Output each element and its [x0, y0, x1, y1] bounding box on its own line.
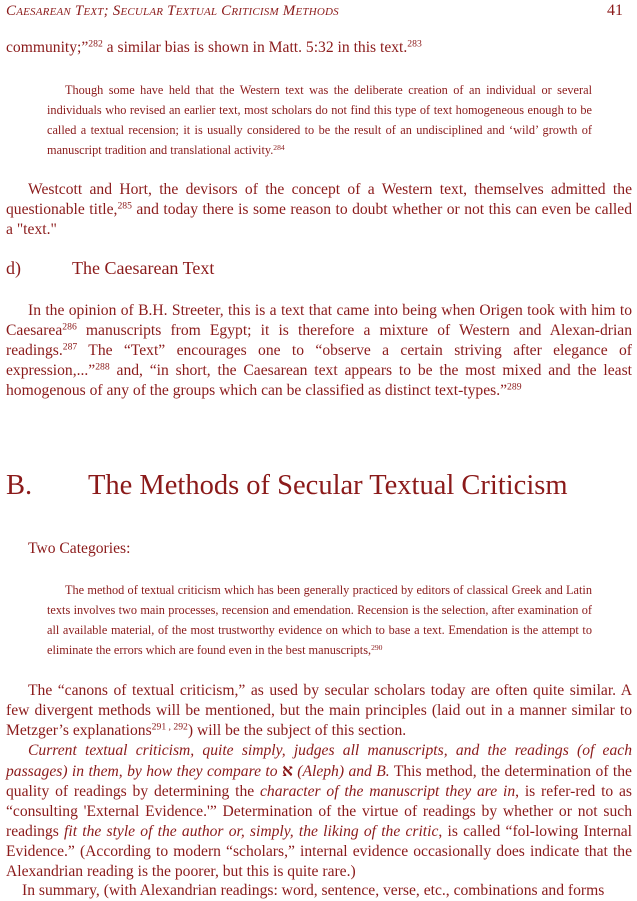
- footnote-ref[interactable]: 282: [88, 38, 103, 50]
- aleph-glyph: א: [281, 761, 293, 780]
- categories-heading: Two Categories:: [28, 540, 131, 557]
- paragraph-westcott-hort: Westcott and Hort, the devisors of the concept of a Western text, themselves admitted the questionable title,$^{285}$ and today there is some reason to doubt whether or not this can even be called a "text.": [6, 181, 632, 238]
- paragraph-community: community;”$^{282}$ a similar bias is shown in Matt. 5:32 in this text.$^{283}$: [6, 38, 422, 56]
- footnote-ref[interactable]: 288: [95, 361, 110, 373]
- footnote-ref[interactable]: 283: [407, 38, 422, 50]
- footnote-ref[interactable]: 284: [273, 142, 285, 152]
- footnote-ref[interactable]: 287: [62, 341, 78, 353]
- block-quote-western: Though some have held that the Western text was the deliberate creation of an individual or several individuals who revised an earlier text, most scholars do not find this type of text homogeneous enough to be called a textual recension; it is usually considered to be the result of an undisciplined and ‘wild’ growth of manuscript tradition and translational activity.$^{284}$: [47, 83, 592, 157]
- section-heading-b: B. The Methods of Secular Textual Criticism: [6, 470, 568, 501]
- paragraph-current-criticism: Current textual criticism, quite simply, judges all manuscripts, and the readings (of each passages) in them, by how they compare to א (Aleph) and B. This method, the determination of the quality of readings by determining the character of the manuscript they are in, is refer-red to as “consulting 'External Evidence.'” Determination of the virtue of readings by whether or not such readings fit the style of the author or, simply, the liking of the critic, is called “fol-lowing Internal Evidence.” (According to modern “scholars,” internal evidence occasionally does indicate that the Alexandrian reading is the poorer, but this is quite rare.): [6, 742, 632, 880]
- footnote-ref[interactable]: 291: [151, 721, 167, 733]
- footnote-ref[interactable]: 285: [117, 200, 132, 212]
- running-title: Caesarean Text; Secular Textual Criticism Methods: [6, 3, 339, 19]
- running-header: [6, 2, 623, 20]
- footnote-ref[interactable]: 289: [507, 381, 522, 393]
- paragraph-streeter: In the opinion of B.H. Streeter, this is a text that came into being when Origen took with him to Caesarea$^{286}$ manuscripts from Egypt; it is therefore a mixture of Western and Alexan-drian readings.$^{287}$ The “Text” encourages one to “observe a certain striving after elegance of expression,...”$^{288}$ and, “in short, the Caesarean text appears to be the most mixed and the least homogenous of any of the groups which can be classified as distinct text-types.”$^{289}$: [6, 302, 632, 399]
- page-number: 41: [607, 2, 623, 19]
- footnote-ref[interactable]: 286: [62, 321, 77, 333]
- block-quote-method: The method of textual criticism which has been generally practiced by editors of classical Greek and Latin texts involves two main processes, recension and emendation. Recension is the selection, after examination of all available material, of the most trustworthy evidence on which to base a text. Emendation is the attempt to eliminate the errors which are found even in the best manuscripts,$^{290}$: [47, 583, 592, 657]
- subheading-caesarean-text: d) The Caesarean Text: [6, 258, 215, 278]
- paragraph-canons: The “canons of textual criticism,” as used by secular scholars today are often quite similar. A few divergent methods will be mentioned, but the main principles (laid out in a manner similar to Metzger’s explanations$^{291}$ , $^{292}$) will be the subject of this section.: [6, 682, 632, 739]
- footnote-ref[interactable]: 292: [173, 721, 188, 733]
- footnote-ref[interactable]: 290: [371, 642, 383, 652]
- paragraph-summary: In summary, (with Alexandrian readings: word, sentence, verse, etc., combinations and forms: [22, 882, 605, 899]
